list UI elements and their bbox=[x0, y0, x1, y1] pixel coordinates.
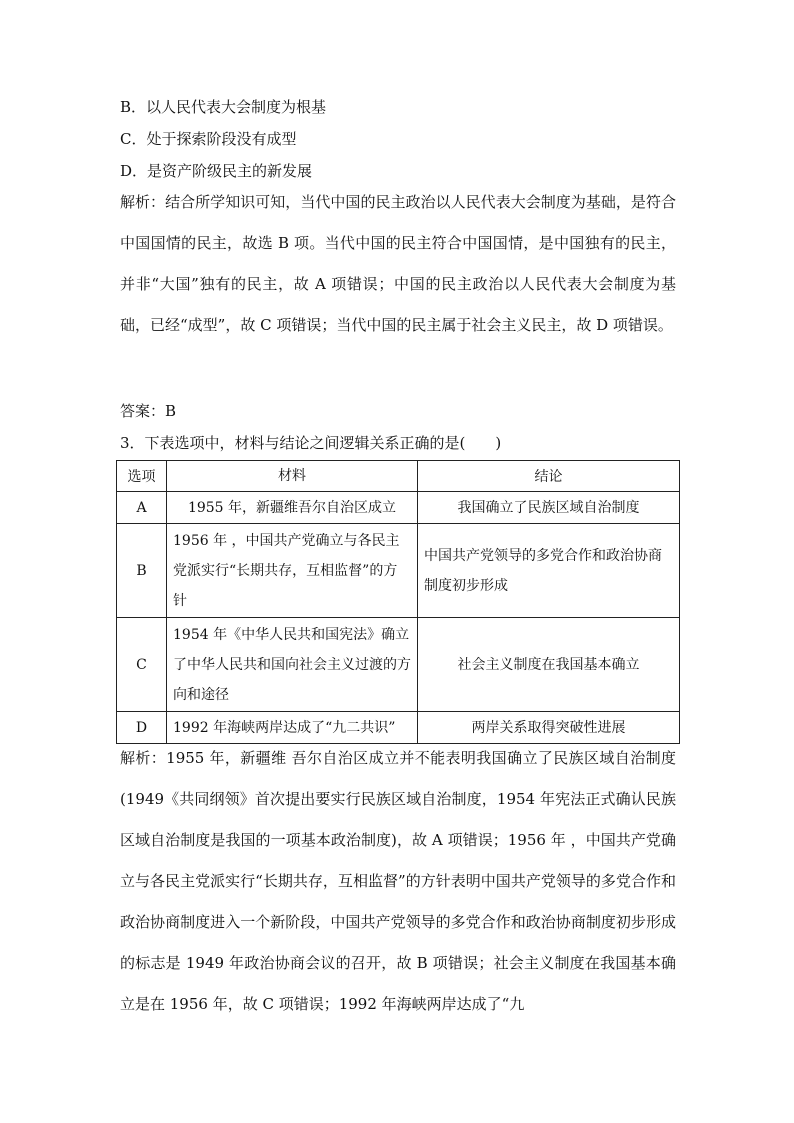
row-material: 1955 年，新疆维吾尔自治区成立 bbox=[167, 492, 418, 524]
row-option: A bbox=[117, 492, 167, 524]
option-b: B．以人民代表大会制度为根基 bbox=[120, 98, 327, 116]
row-material: 1954 年《中华人民共和国宪法》确立了中华人民共和国向社会主义过渡的方向和途径 bbox=[167, 618, 418, 712]
analysis-label: 解析： bbox=[120, 749, 167, 767]
row-material: 1992 年海峡两岸达成了“九二共识” bbox=[167, 712, 418, 744]
row-option: C bbox=[117, 618, 167, 712]
header-conclusion: 结论 bbox=[418, 461, 680, 492]
header-option: 选项 bbox=[117, 461, 167, 492]
table-row bbox=[117, 524, 680, 618]
table-row bbox=[117, 618, 680, 712]
analysis-paragraph-1 bbox=[120, 182, 676, 346]
question-3: 3．下表选项中，材料与结论之间逻辑关系正确的是( ) bbox=[120, 434, 502, 452]
table-row bbox=[117, 492, 680, 524]
options-table bbox=[116, 460, 680, 744]
analysis-text: 结合所学知识可知，当代中国的民主政治以人民代表大会制度为基础，是符合中国国情的民主，故选 B 项。当代中国的民主符合中国国情，是中国独有的民主，并非“大国”独有的民主，故 A 项错误；中国的民主政治以人民代表大会制度为基础，已经“成型”，故 C 项错误；当代中国的民主属于社会主义民主，故 D 项错误。 bbox=[120, 193, 676, 334]
row-conclusion: 中国共产党领导的多党合作和政治协商制度初步形成 bbox=[418, 524, 680, 618]
row-option: D bbox=[117, 712, 167, 744]
option-d: D．是资产阶级民主的新发展 bbox=[120, 162, 313, 180]
table-header-row bbox=[117, 461, 680, 492]
row-conclusion: 社会主义制度在我国基本确立 bbox=[418, 618, 680, 712]
row-material: 1956 年 ，中国共产党确立与各民主党派实行“长期共存，互相监督”的方针 bbox=[167, 524, 418, 618]
analysis-paragraph-2 bbox=[120, 738, 676, 1025]
option-c: C．处于探索阶段没有成型 bbox=[120, 130, 297, 148]
header-material: 材料 bbox=[167, 461, 418, 492]
analysis-label: 解析： bbox=[120, 193, 166, 211]
answer-line: 答案：B bbox=[120, 402, 177, 420]
row-conclusion: 我国确立了民族区域自治制度 bbox=[418, 492, 680, 524]
row-conclusion: 两岸关系取得突破性进展 bbox=[418, 712, 680, 744]
row-option: B bbox=[117, 524, 167, 618]
analysis-text: 1955 年，新疆维 吾尔自治区成立并不能表明我国确立了民族区域自治制度(1949《共同纲领》首次提出要实行民族区域自治制度，1954 年宪法正式确认民族区域自治制度是我国的一项基本政治制度)，故 A 项错误；1956 年 ，中国共产党确立与各民主党派实行“长期共存，互相监督”的方针表明中国共产党领导的多党合作和政治协商制度进入一个新阶段，中国共产党领导的多党合作和政治协商制度初步形成的标志是 1949 年政治协商会议的召开，故 B 项错误；社会主义制度在我国基本确立是在 1956 年，故 C 项错误；1992 年海峡两岸达成了“九 bbox=[120, 749, 676, 1013]
